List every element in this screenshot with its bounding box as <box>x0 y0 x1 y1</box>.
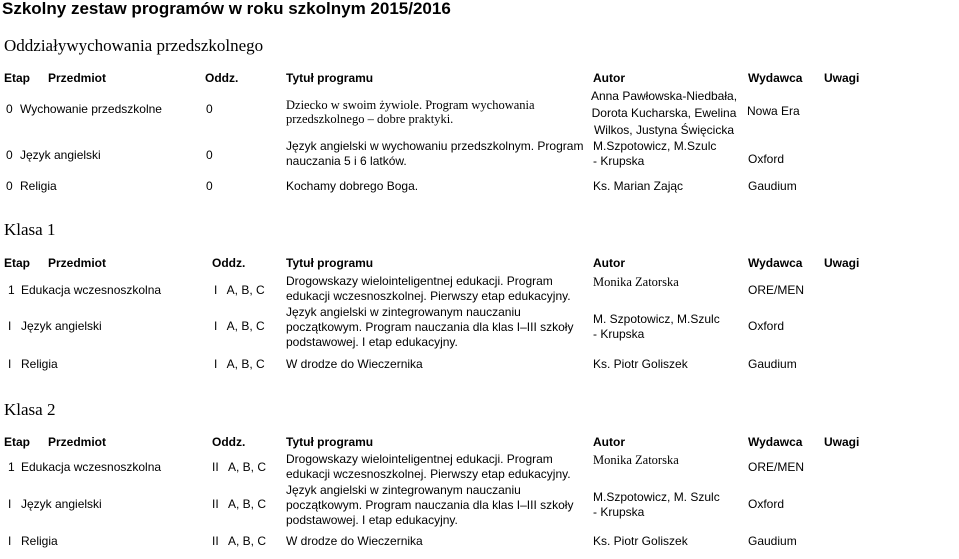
header-etap: Etap <box>4 71 31 85</box>
cell-etap: 0 <box>6 148 13 162</box>
cell-autor: M. Szpotowicz, M.Szulc - Krupska <box>593 312 720 341</box>
cell-oddz: II A, B, C <box>212 534 267 548</box>
header-uwagi: Uwagi <box>824 71 860 85</box>
cell-tytul: Drogowskazy wielointeligentnej edukacji. Program edukacji wczesnoszkolnej. Pierwszy etap edukacyjny. <box>286 452 571 481</box>
cell-tytul: Język angielski w wychowaniu przedszkolnym. Program nauczania 5 i 6 latków. <box>286 139 584 168</box>
cell-przedmiot: Edukacja wczesnoszkolna <box>21 283 162 297</box>
cell-wydawca: Gaudium <box>748 357 797 371</box>
header-oddz: Oddz. <box>205 71 239 85</box>
header-etap: Etap <box>4 256 31 270</box>
cell-przedmiot: Język angielski <box>20 148 101 162</box>
cell-autor: Ks. Piotr Goliszek <box>593 357 688 371</box>
document-title: Szkolny zestaw programów w roku szkolnym 2015/2016 <box>2 0 451 18</box>
cell-autor: Monika Zatorska <box>593 453 679 467</box>
cell-wydawca: Gaudium <box>748 534 797 548</box>
header-tytul: Tytuł programu <box>286 435 374 449</box>
cell-przedmiot: Religia <box>21 357 58 371</box>
cell-autor: Anna Pawłowska-Niedbała, Dorota Kucharska, Ewelina Wilkos, Justyna Święcicka <box>590 89 738 137</box>
header-etap: Etap <box>4 435 31 449</box>
cell-wydawca: Gaudium <box>748 179 797 193</box>
cell-wydawca: ORE/MEN <box>748 460 805 474</box>
header-przedmiot: Przedmiot <box>48 435 107 449</box>
section-title-klasa-2: Klasa 2 <box>4 400 56 419</box>
cell-oddz: I A, B, C <box>214 283 265 297</box>
header-tytul: Tytuł programu <box>286 256 374 270</box>
cell-autor: Monika Zatorska <box>593 275 679 289</box>
cell-tytul: Język angielski w zintegrowanym nauczaniu początkowym. Program nauczania dla klas I–III szkoły podstawowej. I etap edukacyjny. <box>286 305 574 349</box>
cell-przedmiot: Język angielski <box>21 497 102 511</box>
cell-autor: M.Szpotowicz, M.Szulc - Krupska <box>593 139 717 168</box>
cell-wydawca: Oxford <box>748 152 785 166</box>
cell-etap: I <box>8 357 12 371</box>
cell-wydawca: Oxford <box>748 497 785 511</box>
cell-tytul: Drogowskazy wielointeligentnej edukacji. Program edukacji wczesnoszkolnej. Pierwszy etap edukacyjny. <box>286 274 571 303</box>
header-uwagi: Uwagi <box>824 435 860 449</box>
cell-oddz: II A, B, C <box>212 460 267 474</box>
cell-autor: M.Szpotowicz, M. Szulc - Krupska <box>593 490 720 519</box>
cell-oddz: 0 <box>206 148 213 162</box>
cell-tytul: Kochamy dobrego Boga. <box>286 179 419 193</box>
cell-tytul: Język angielski w zintegrowanym nauczaniu początkowym. Program nauczania dla klas I–III szkoły podstawowej. I etap edukacyjny. <box>286 483 574 527</box>
header-uwagi: Uwagi <box>824 256 860 270</box>
section-title-klasa-1: Klasa 1 <box>4 220 56 239</box>
header-przedmiot: Przedmiot <box>48 256 107 270</box>
cell-oddz: I A, B, C <box>214 357 265 371</box>
cell-wydawca: Nowa Era <box>747 104 800 118</box>
cell-autor: Ks. Piotr Goliszek <box>593 534 688 548</box>
cell-autor: Ks. Marian Zając <box>593 179 684 193</box>
cell-wydawca: Oxford <box>748 319 785 333</box>
cell-etap: I <box>8 319 12 333</box>
cell-oddz: 0 <box>206 179 213 193</box>
header-wydawca: Wydawca <box>748 435 803 449</box>
cell-przedmiot: Język angielski <box>21 319 102 333</box>
header-autor: Autor <box>593 71 625 85</box>
cell-przedmiot: Wychowanie przedszkolne <box>20 102 162 116</box>
cell-oddz: II A, B, C <box>212 497 267 511</box>
header-tytul: Tytuł programu <box>286 71 374 85</box>
header-autor: Autor <box>593 435 625 449</box>
cell-etap: 1 <box>8 460 15 474</box>
cell-tytul: W drodze do Wieczernika <box>286 534 423 548</box>
section-title-preschool: Oddziaływychowania przedszkolnego <box>4 36 264 55</box>
header-autor: Autor <box>593 256 625 270</box>
cell-tytul: Dziecko w swoim żywiole. Program wychowania przedszkolnego – dobre praktyki. <box>286 98 535 126</box>
cell-etap: 0 <box>6 102 13 116</box>
cell-etap: I <box>8 497 12 511</box>
header-wydawca: Wydawca <box>748 256 803 270</box>
cell-przedmiot: Religia <box>20 179 57 193</box>
cell-etap: 0 <box>6 179 13 193</box>
header-oddz: Oddz. <box>212 435 246 449</box>
header-oddz: Oddz. <box>212 256 246 270</box>
cell-wydawca: ORE/MEN <box>748 283 805 297</box>
cell-przedmiot: Edukacja wczesnoszkolna <box>21 460 162 474</box>
cell-etap: I <box>8 534 12 548</box>
header-wydawca: Wydawca <box>748 71 803 85</box>
cell-przedmiot: Religia <box>21 534 58 548</box>
cell-etap: 1 <box>8 283 15 297</box>
cell-oddz: 0 <box>206 102 213 116</box>
cell-oddz: I A, B, C <box>214 319 265 333</box>
header-przedmiot: Przedmiot <box>48 71 107 85</box>
cell-tytul: W drodze do Wieczernika <box>286 357 423 371</box>
